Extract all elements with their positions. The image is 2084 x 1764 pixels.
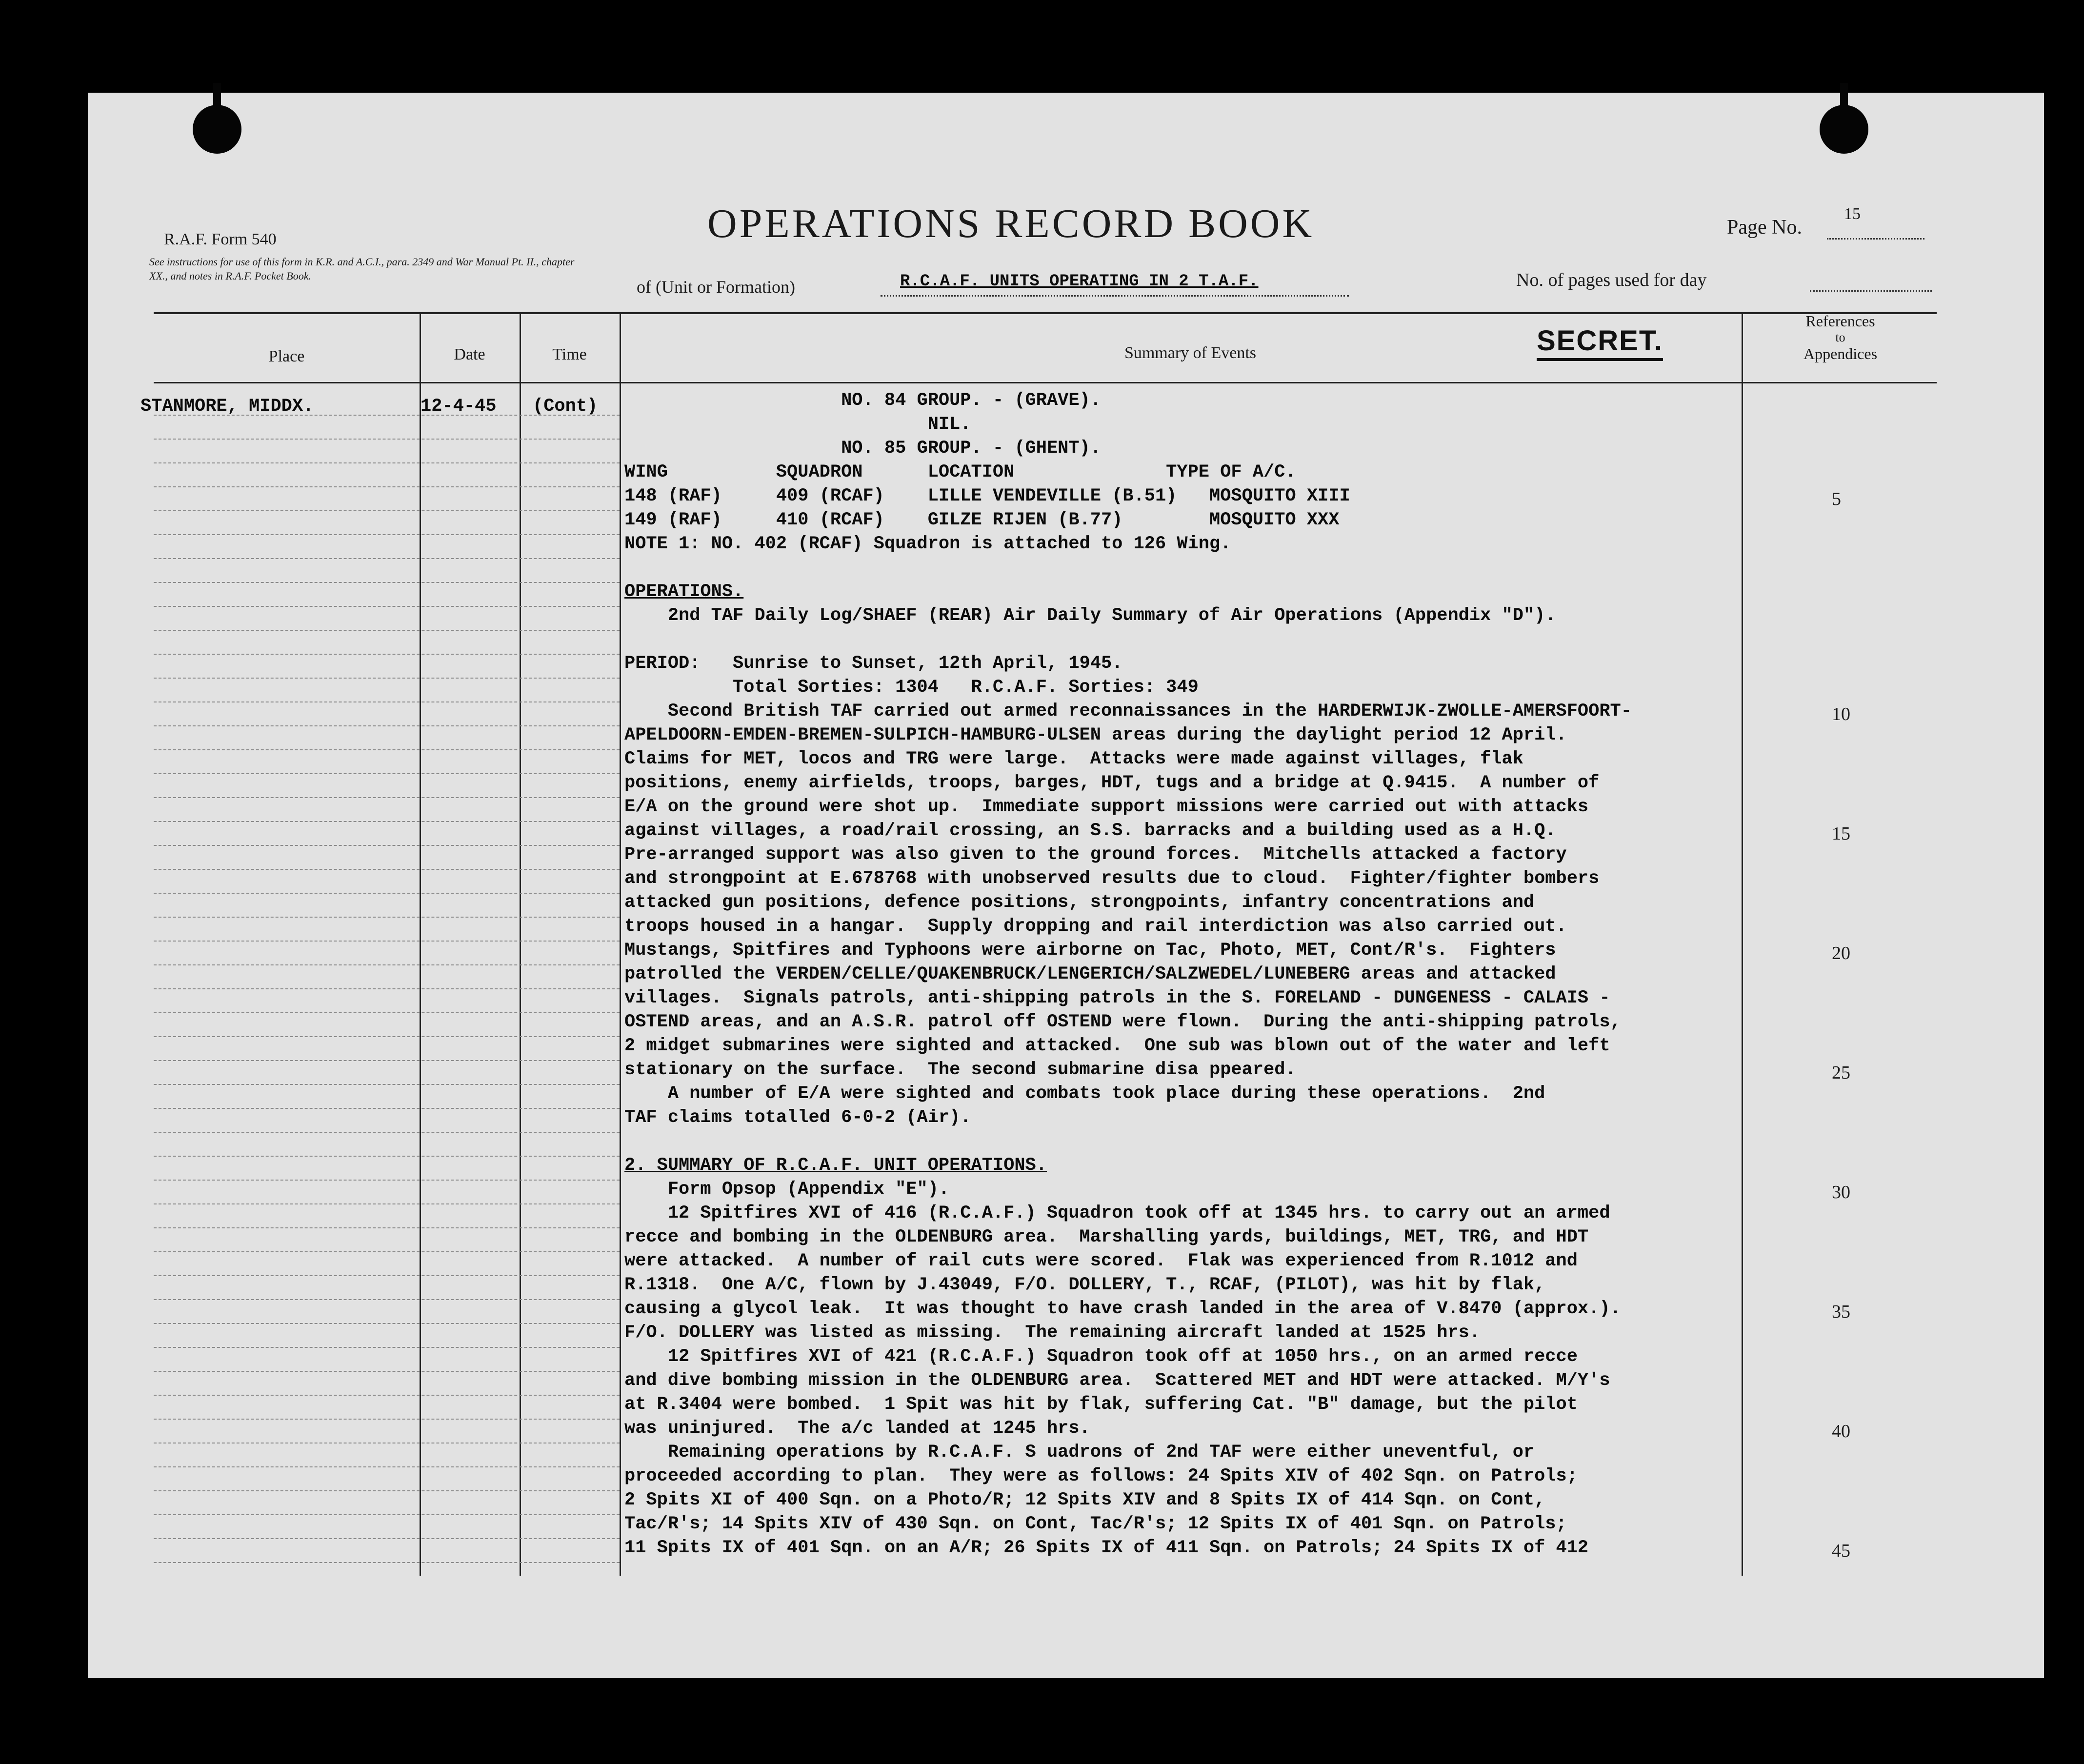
summary-line: Mustangs, Spitfires and Typhoons were airborne on Tac, Photo, MET, Cont/R's. Fighters	[624, 940, 1556, 961]
summary-line: was uninjured. The a/c landed at 1245 hrs.	[624, 1418, 1090, 1439]
entry-date: 12-4-45	[421, 396, 497, 417]
unit-label: of (Unit or Formation)	[637, 277, 795, 297]
summary-line: NO. 84 GROUP. - (GRAVE).	[624, 390, 1101, 411]
column-header-place: Place	[268, 347, 305, 365]
summary-line: against villages, a road/rail crossing, an S.S. barracks and a building used as a H.Q.	[624, 821, 1556, 841]
header-bottom-rule	[154, 382, 1937, 383]
summary-line: PERIOD: Sunrise to Sunset, 12th April, 1945.	[624, 653, 1123, 674]
column-header-time: Time	[552, 345, 587, 363]
ruled-line	[154, 1012, 620, 1013]
summary-line: 12 Spitfires XVI of 421 (R.C.A.F.) Squadron took off at 1050 hrs., on an armed recce	[624, 1346, 1578, 1367]
ruled-line	[154, 1562, 620, 1563]
ruled-line	[154, 1347, 620, 1348]
ruled-line	[154, 1084, 620, 1085]
ruled-line	[154, 1490, 620, 1491]
summary-line: positions, enemy airfields, troops, barges, HDT, tugs and a bridge at Q.9415. A number of	[624, 773, 1600, 793]
pages-used-line	[1810, 290, 1932, 292]
secret-stamp: SECRET.	[1537, 324, 1663, 361]
ruled-line	[154, 1299, 620, 1300]
ruled-line	[154, 1395, 620, 1396]
summary-line: troops housed in a hangar. Supply dropping and rail interdiction was also carried out.	[624, 916, 1567, 937]
ruled-line	[154, 821, 620, 822]
reference-number: 20	[1832, 943, 1850, 963]
reference-number: 10	[1832, 704, 1850, 724]
ruled-line	[154, 893, 620, 894]
summary-line: 2nd TAF Daily Log/SHAEF (REAR) Air Daily Summary of Air Operations (Appendix "D").	[624, 605, 1556, 626]
ruled-line	[154, 1419, 620, 1420]
ruled-line	[154, 1203, 620, 1204]
summary-line: at R.3404 were bombed. 1 Spit was hit by flak, suffering Cat. "B" damage, but the pilot	[624, 1394, 1578, 1415]
summary-line: NO. 85 GROUP. - (GHENT).	[624, 438, 1101, 459]
ruled-line	[154, 725, 620, 726]
ruled-line	[154, 606, 620, 607]
summary-line: WING SQUADRON LOCATION TYPE OF A/C.	[624, 462, 1296, 482]
ruled-line	[154, 558, 620, 559]
reference-number: 5	[1832, 489, 1841, 509]
summary-line: were attacked. A number of rail cuts were scored. Flak was experienced from R.1012 and	[624, 1251, 1578, 1271]
col-divider-summary	[1742, 312, 1743, 1576]
summary-line: 149 (RAF) 410 (RCAF) GILZE RIJEN (B.77) MOSQUITO XXX	[624, 510, 1340, 530]
summary-line: Total Sorties: 1304 R.C.A.F. Sorties: 349	[624, 677, 1199, 698]
unit-value: R.C.A.F. UNITS OPERATING IN 2 T.A.F.	[900, 272, 1259, 291]
summary-line: proceeded according to plan. They were as follows: 24 Spits XIV of 402 Sqn. on Patrols;	[624, 1466, 1578, 1486]
summary-line: stationary on the surface. The second submarine disa ppeared.	[624, 1060, 1296, 1080]
ruled-line	[154, 1156, 620, 1157]
ruled-line	[154, 964, 620, 965]
column-header-date: Date	[454, 345, 485, 363]
summary-line: causing a glycol leak. It was thought to have crash landed in the area of V.8470 (approx.).	[624, 1299, 1621, 1319]
ruled-line	[154, 582, 620, 583]
column-header-summary: Summary of Events	[1124, 344, 1257, 362]
ruled-line	[154, 845, 620, 846]
form-name: R.A.F. Form 540	[164, 230, 277, 248]
punch-hole-left	[193, 105, 241, 154]
summary-line: 12 Spitfires XVI of 416 (R.C.A.F.) Squadron took off at 1345 hrs. to carry out an armed	[624, 1203, 1610, 1223]
col-divider-place	[420, 312, 421, 1576]
ruled-line	[154, 1514, 620, 1515]
ruled-line	[154, 534, 620, 535]
ruled-line	[154, 1132, 620, 1133]
summary-line: Tac/R's; 14 Spits XIV of 430 Sqn. on Cont, Tac/R's; 12 Spits IX of 401 Sqn. on Patrols;	[624, 1514, 1567, 1534]
ruled-line	[154, 1323, 620, 1324]
ruled-line	[154, 510, 620, 511]
table-top-rule	[154, 312, 1937, 314]
summary-line: A number of E/A were sighted and combats took place during these operations. 2nd	[624, 1083, 1545, 1104]
page-number-value: 15	[1844, 205, 1861, 223]
summary-line: 2 Spits XI of 400 Sqn. on a Photo/R; 12 Spits XIV and 8 Spits IX of 414 Sqn. on Cont,	[624, 1490, 1545, 1510]
summary-line: R.1318. One A/C, flown by J.43049, F/O. DOLLERY, T., RCAF, (PILOT), was hit by flak,	[624, 1275, 1545, 1295]
ruled-line	[154, 749, 620, 750]
col-divider-time	[620, 312, 621, 1576]
ruled-line	[154, 941, 620, 942]
summary-line: E/A on the ground were shot up. Immediate support missions were carried out with attacks	[624, 797, 1589, 817]
ruled-line	[154, 1036, 620, 1037]
unit-line	[881, 295, 1349, 297]
summary-line: patrolled the VERDEN/CELLE/QUAKENBRUCK/LENGERICH/SALZWEDEL/LUNEBERG areas and attacked	[624, 964, 1556, 984]
summary-line: villages. Signals patrols, anti-shipping patrols in the S. FORELAND - DUNGENESS - CALAIS -	[624, 988, 1610, 1008]
ruled-line	[154, 1227, 620, 1228]
ruled-line	[154, 773, 620, 774]
ruled-line	[154, 678, 620, 679]
summary-line: and dive bombing mission in the OLDENBURG area. Scattered MET and HDT were attacked. M/Y's	[624, 1370, 1610, 1391]
ruled-line	[154, 797, 620, 798]
summary-line: Remaining operations by R.C.A.F. S uadrons of 2nd TAF were either uneventful, or	[624, 1442, 1535, 1463]
entry-place: STANMORE, MIDDX.	[140, 396, 314, 417]
form-instructions: See instructions for use of this form in K.R. and A.C.I., para. 2349 and War Manual Pt. II., chapter XX., and notes in R.A.F. Pocket Book.	[149, 256, 575, 282]
summary-line: NOTE 1: NO. 402 (RCAF) Squadron is attached to 126 Wing.	[624, 534, 1231, 554]
summary-line: NIL.	[624, 414, 971, 435]
summary-line: recce and bombing in the OLDENBURG area. Marshalling yards, buildings, MET, TRG, and HDT	[624, 1227, 1589, 1247]
ruled-line	[154, 1466, 620, 1467]
summary-line: 148 (RAF) 409 (RCAF) LILLE VENDEVILLE (B.51) MOSQUITO XIII	[624, 486, 1350, 506]
page-title: OPERATIONS RECORD BOOK	[707, 201, 1315, 246]
ruled-line	[154, 1060, 620, 1061]
column-header-references: References to Appendices	[1803, 312, 1878, 362]
summary-line: Claims for MET, locos and TRG were large. Attacks were made against villages, flak	[624, 749, 1523, 769]
reference-number: 40	[1832, 1421, 1850, 1442]
ruled-line	[154, 917, 620, 918]
ruled-line	[154, 439, 620, 440]
summary-line: TAF claims totalled 6-0-2 (Air).	[624, 1107, 971, 1128]
ruled-line	[154, 462, 620, 463]
summary-line: 2 midget submarines were sighted and attacked. One sub was blown out of the water and left	[624, 1036, 1610, 1056]
summary-line: Second British TAF carried out armed reconnaissances in the HARDERWIJK-ZWOLLE-AMERSFOORT-	[624, 701, 1632, 722]
summary-line: Form Opsop (Appendix "E").	[624, 1179, 950, 1200]
ruled-line	[154, 630, 620, 631]
summary-line: 2. SUMMARY OF R.C.A.F. UNIT OPERATIONS.	[624, 1155, 1047, 1176]
ruled-line	[154, 1180, 620, 1181]
ruled-line	[154, 486, 620, 487]
summary-line: APELDOORN-EMDEN-BREMEN-SULPICH-HAMBURG-ULSEN areas during the daylight period 12 April.	[624, 725, 1567, 745]
summary-line: OPERATIONS.	[624, 581, 744, 602]
ruled-line	[154, 869, 620, 870]
page-number-label: Page No.	[1727, 216, 1802, 239]
col-divider-date	[520, 312, 521, 1576]
ruled-line	[154, 1275, 620, 1276]
reference-number: 15	[1832, 823, 1850, 844]
summary-line: Pre-arranged support was also given to the ground forces. Mitchells attacked a factory	[624, 844, 1567, 865]
ruled-line	[154, 654, 620, 655]
reference-number: 25	[1832, 1062, 1850, 1083]
page-number-line	[1827, 238, 1924, 240]
reference-number: 45	[1832, 1541, 1850, 1561]
punch-hole-right	[1820, 105, 1868, 154]
summary-line: attacked gun positions, defence positions, strongpoints, infantry concentrations and	[624, 892, 1535, 913]
summary-line: F/O. DOLLERY was listed as missing. The remaining aircraft landed at 1525 hrs.	[624, 1323, 1481, 1343]
entry-time: (Cont)	[533, 396, 598, 417]
ruled-line	[154, 1371, 620, 1372]
pages-used-label: No. of pages used for day	[1516, 270, 1707, 290]
ruled-line	[154, 988, 620, 989]
reference-number: 35	[1832, 1302, 1850, 1322]
summary-line: OSTEND areas, and an A.S.R. patrol off OSTEND were flown. During the anti-shipping patrols,	[624, 1012, 1621, 1032]
summary-line: and strongpoint at E.678768 with unobserved results due to cloud. Fighter/fighter bombers	[624, 868, 1600, 889]
reference-number: 30	[1832, 1182, 1850, 1203]
ruled-line	[154, 1538, 620, 1539]
ruled-line	[154, 1251, 620, 1252]
summary-line: 11 Spits IX of 401 Sqn. on an A/R; 26 Spits IX of 411 Sqn. on Patrols; 24 Spits IX of 412	[624, 1538, 1589, 1558]
ruled-line	[154, 1108, 620, 1109]
